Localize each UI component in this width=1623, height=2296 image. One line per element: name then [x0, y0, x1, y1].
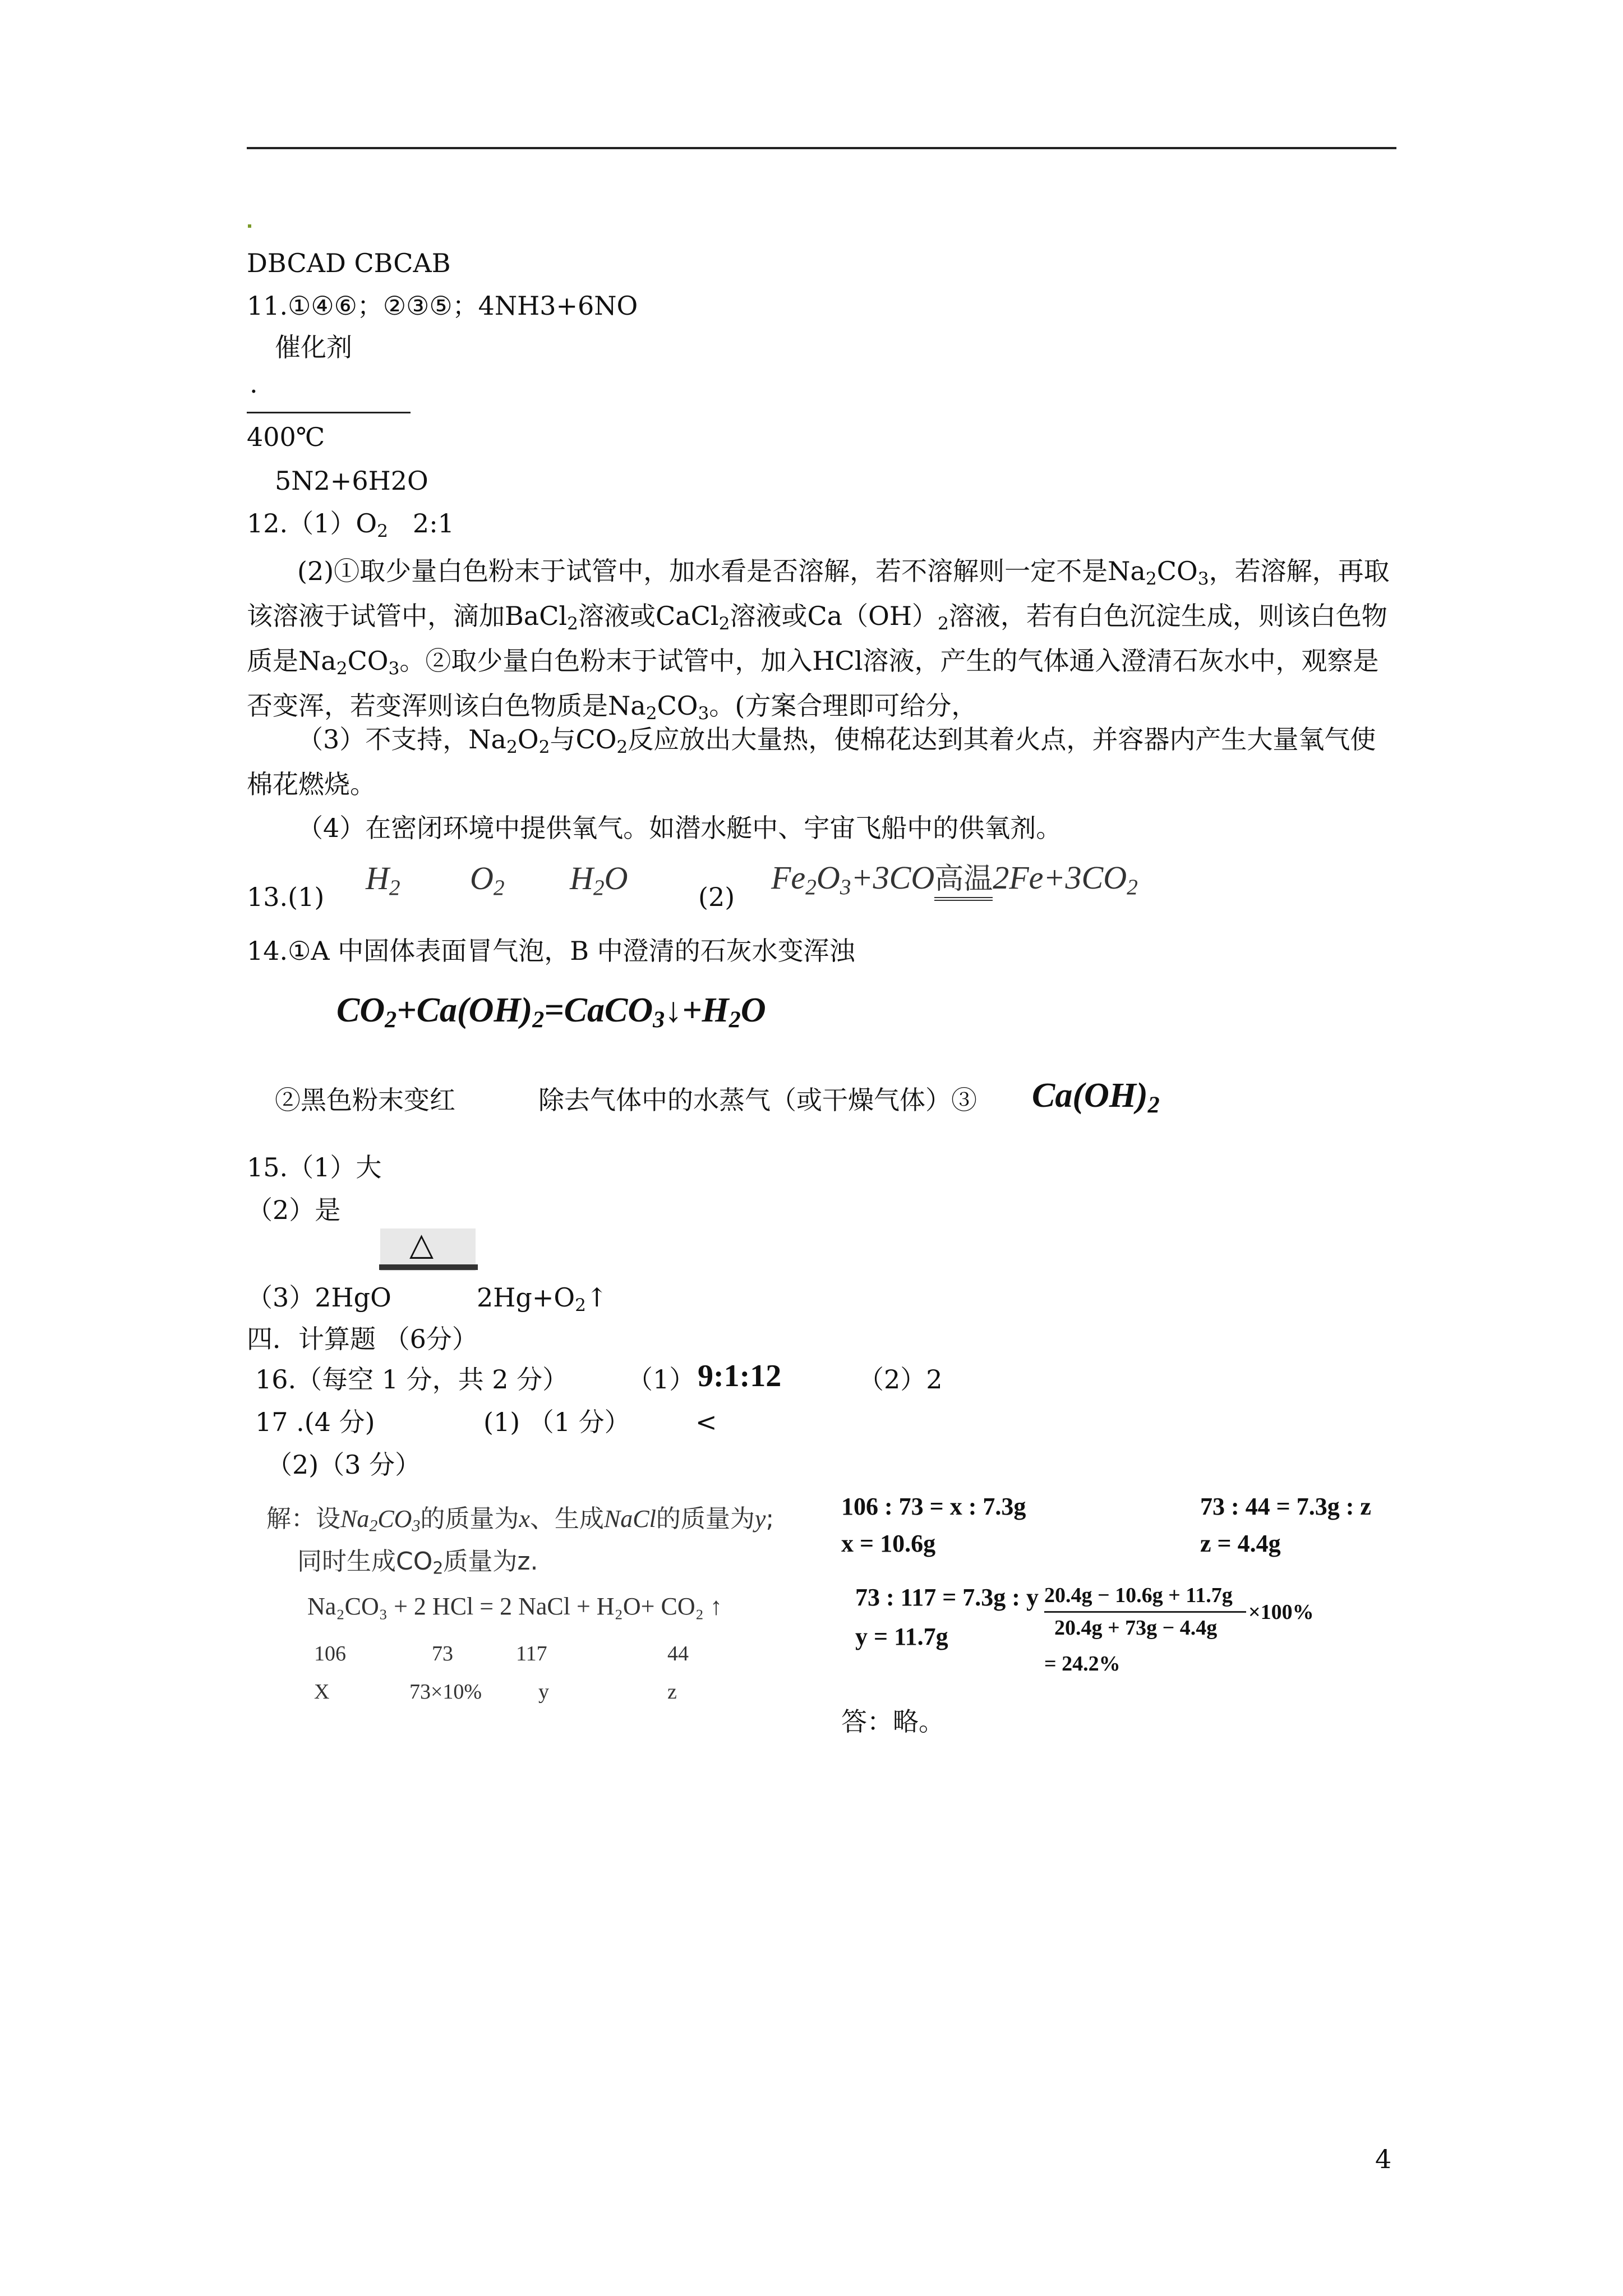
h: H: [702, 991, 729, 1029]
line2: 同时生成CO: [297, 1547, 433, 1576]
q11-product: 5N2+6H2O: [275, 466, 428, 496]
formula-caoh: Ca（OH）: [807, 601, 938, 631]
ratio-3a: 73 : 117 = 7.3g : y: [855, 1584, 1039, 1611]
mass-117: 117: [516, 1642, 547, 1665]
q15-part3a: （3）2HgO: [247, 1282, 391, 1313]
q13-label2: (2): [698, 882, 735, 912]
q13-equation: [771, 855, 1138, 897]
sub-2: 2: [1127, 874, 1138, 899]
sub-2: 2: [532, 1006, 545, 1033]
q11-dot: .: [250, 369, 258, 399]
tiny-mark: [248, 224, 251, 228]
h-letter: H: [570, 860, 593, 896]
up-arrow-icon: ↑: [586, 1282, 608, 1313]
q12-part4: （4）在密闭环境中提供氧气。如潜水艇中、宇宙飞船中的供氧剂。: [297, 813, 1062, 843]
q16-ratio: 9:1:12: [698, 1359, 782, 1393]
q13-o2: [470, 859, 505, 900]
equals: =: [544, 991, 564, 1029]
q16-a: 16.（每空 1 分，共 2 分）: [255, 1364, 569, 1395]
ratio-3b: y = 11.7g: [855, 1623, 948, 1650]
q12-sub: 2: [377, 521, 389, 541]
solution-equation: Na₂CO₃ + 2 HCl = 2 NaCl + H₂O+ CO₂ ↑: [307, 1593, 722, 1620]
formula-hcl: HCl: [812, 646, 863, 676]
var-z: z: [667, 1680, 677, 1704]
sub-2: 2: [805, 874, 817, 899]
caco: CaCO: [564, 991, 653, 1029]
q12-part1: [247, 507, 454, 540]
var-x: X: [314, 1680, 330, 1704]
q12-p2-text-c: 溶液或: [578, 601, 656, 631]
q12-p2-text-f: 。②取少量白色粉末于试管中，加入: [399, 646, 813, 676]
ratio-1b: x = 10.6g: [841, 1530, 936, 1557]
q12-part2: [247, 549, 1391, 728]
q12-ratio: 2:1: [412, 508, 454, 539]
sub-2: 2: [336, 658, 348, 679]
fe: Fe: [771, 859, 806, 896]
caoh: Ca(OH): [1032, 1076, 1148, 1115]
q15-part2: （2）是: [247, 1195, 341, 1225]
formula-na: Na: [298, 646, 336, 676]
fraction-denominator: 20.4g + 73g − 4.4g: [1054, 1616, 1218, 1640]
q16-b: （1）: [627, 1364, 695, 1395]
nacl: NaCl: [603, 1505, 656, 1533]
var-y: y: [538, 1680, 549, 1704]
fraction-bar: [1044, 1611, 1246, 1613]
o: O: [816, 859, 840, 896]
q12-p2-text-e: 溶液，若有白色沉淀生成，则该白色物质是: [247, 601, 1387, 676]
q12-part1-num: 12.（1）O: [247, 508, 377, 539]
sub-2: 2: [432, 1558, 444, 1579]
hcl-mass: 73×10%: [409, 1680, 482, 1704]
condition-high-temp: 高温: [934, 862, 993, 901]
section-4-title: 四．计算题 （6分）: [247, 1324, 478, 1354]
formula-na: Na: [468, 724, 506, 754]
formula-na: Na: [1108, 556, 1146, 586]
q12-p2-text-b: ，若溶解，再取该溶液于试管中，滴加: [247, 556, 1390, 631]
q15-reaction-line: [379, 1264, 478, 1270]
q15-part1: 15.（1）大: [247, 1152, 382, 1182]
sub-3: 3: [698, 703, 709, 724]
q14-equation: [336, 991, 766, 1033]
solution-line2: [297, 1546, 538, 1577]
q11-temperature: 400℃: [247, 422, 325, 452]
c2: 、生成: [529, 1504, 604, 1533]
down-arrow-icon: ↓: [665, 991, 683, 1029]
q12-p3-text-a: （3）不支持，: [297, 724, 469, 754]
q15-part3b: [477, 1281, 608, 1314]
sub-2: 2: [506, 737, 518, 757]
sub-3: 3: [653, 1006, 665, 1033]
q12-p2-text-a: (2)①取少量白色粉末于试管中，加水看是否溶解，若不溶解则一定不是: [297, 556, 1108, 586]
sub-2: 2: [385, 1006, 397, 1033]
q12-p2-text-g: 溶液，产生的气体通入澄清石灰水中，观察是否变浑，若变浑则该白色物质是: [247, 646, 1379, 721]
q11-catalyst: 催化剂: [275, 332, 352, 362]
sub-2: 2: [1145, 568, 1157, 589]
jie: 解：设: [266, 1504, 340, 1533]
caoh: Ca(OH): [416, 991, 533, 1029]
q13-h2: [366, 859, 400, 900]
sub-2: 2: [538, 737, 550, 757]
q12-p3-text-c: 反应放出大量热，使棉花达到其着火点，并容器内产生大量氧气使棉花燃烧。: [247, 724, 1376, 799]
fraction-numerator: 20.4g − 10.6g + 11.7g: [1044, 1584, 1233, 1607]
c4: ;: [766, 1504, 774, 1533]
choice-answers: DBCAD CBCAB: [247, 248, 451, 278]
sub-2: 2: [645, 703, 657, 724]
c3: 的质量为: [656, 1504, 755, 1533]
c1: 的质量为: [420, 1504, 519, 1533]
q12-p3-text-b: 与: [550, 724, 576, 754]
q17-b: (1) （1 分）: [483, 1407, 630, 1437]
formula-o: O: [517, 724, 539, 754]
plus-3co: +3CO: [851, 859, 935, 896]
formula-co: CO: [1156, 556, 1198, 586]
right-side: 2Fe+3CO: [993, 859, 1127, 896]
answer-brief: 答：略。: [841, 1706, 944, 1737]
q16-c: （2）2: [858, 1364, 943, 1395]
sub-2: 2: [389, 875, 400, 900]
q14-line3b: 除去气体中的水蒸气（或干燥气体）③: [538, 1085, 977, 1115]
mass-106: 106: [314, 1642, 346, 1665]
na: Na: [340, 1505, 370, 1533]
q11-reaction-line: [247, 412, 411, 413]
sub-3: 3: [412, 1516, 421, 1535]
ratio-1a: 106 : 73 = x : 7.3g: [841, 1493, 1026, 1520]
sub-2: 2: [369, 1516, 378, 1535]
plus: +: [682, 991, 702, 1029]
formula-co: CO: [575, 724, 617, 754]
times-100-percent: ×100%: [1248, 1600, 1314, 1624]
y: y: [754, 1505, 766, 1533]
sub-2: 2: [493, 875, 505, 900]
q17-a: 17 .(4 分): [255, 1407, 375, 1437]
hg-o: 2Hg+O: [477, 1282, 575, 1313]
q14-line1: 14.①A 中固体表面冒气泡，B 中澄清的石灰水变浑浊: [247, 936, 855, 966]
formula-co: CO: [657, 691, 698, 721]
formula-bacl: BaCl: [505, 601, 568, 631]
sub-2: 2: [1147, 1092, 1160, 1119]
final-result: = 24.2%: [1044, 1652, 1121, 1676]
header-rule: [247, 147, 1396, 149]
sub-2: 2: [937, 613, 949, 634]
q12-part3: [247, 717, 1391, 807]
formula-na: Na: [608, 691, 646, 721]
q17-d: （2)（3 分）: [266, 1450, 421, 1480]
q11-line: 11.①④⑥；②③⑤；4NH3+6NO: [247, 291, 638, 321]
ratio-2a: 73 : 44 = 7.3g : z: [1200, 1493, 1371, 1520]
mass-73: 73: [432, 1642, 453, 1665]
q14-line3a: ②黑色粉末变红: [275, 1085, 455, 1115]
sub-2: 2: [616, 737, 628, 757]
triangle-icon: △: [409, 1226, 434, 1263]
q12-p2-text-h: 。(方案合理即可给分，: [709, 691, 978, 721]
h-letter: H: [366, 860, 389, 896]
o-letter: O: [604, 860, 628, 896]
sub-3: 3: [840, 874, 851, 899]
mass-44: 44: [667, 1642, 689, 1665]
x: x: [519, 1505, 530, 1533]
solution-line1: 解：设$Na_2CO_3$的质量为x、生成NaCl的质量为y;: [266, 1504, 774, 1535]
q17-less-than: <: [695, 1407, 717, 1437]
sub-2: 2: [718, 613, 730, 634]
sub-2: 2: [593, 875, 605, 900]
q12-p2-text-d: 溶液或: [730, 601, 808, 631]
q14-caoh2: [1032, 1076, 1160, 1119]
line2b: 质量为z.: [443, 1547, 538, 1576]
sub-2: 2: [575, 1295, 586, 1315]
formula-co: CO: [347, 646, 389, 676]
page-number: 4: [1375, 2144, 1392, 2174]
ratio-2b: z = 4.4g: [1200, 1530, 1281, 1557]
o-letter: O: [470, 860, 494, 896]
o: O: [740, 991, 766, 1029]
co: CO: [336, 991, 385, 1029]
sub-3: 3: [388, 658, 400, 679]
sub-2: 2: [567, 613, 579, 634]
sub-3: 3: [1197, 568, 1209, 589]
plus: +: [396, 991, 417, 1029]
q13-label1: 13.(1): [247, 882, 325, 912]
q13-h2o: [570, 859, 628, 900]
sub-2: 2: [728, 1006, 741, 1033]
formula-cacl: CaCl: [656, 601, 719, 631]
